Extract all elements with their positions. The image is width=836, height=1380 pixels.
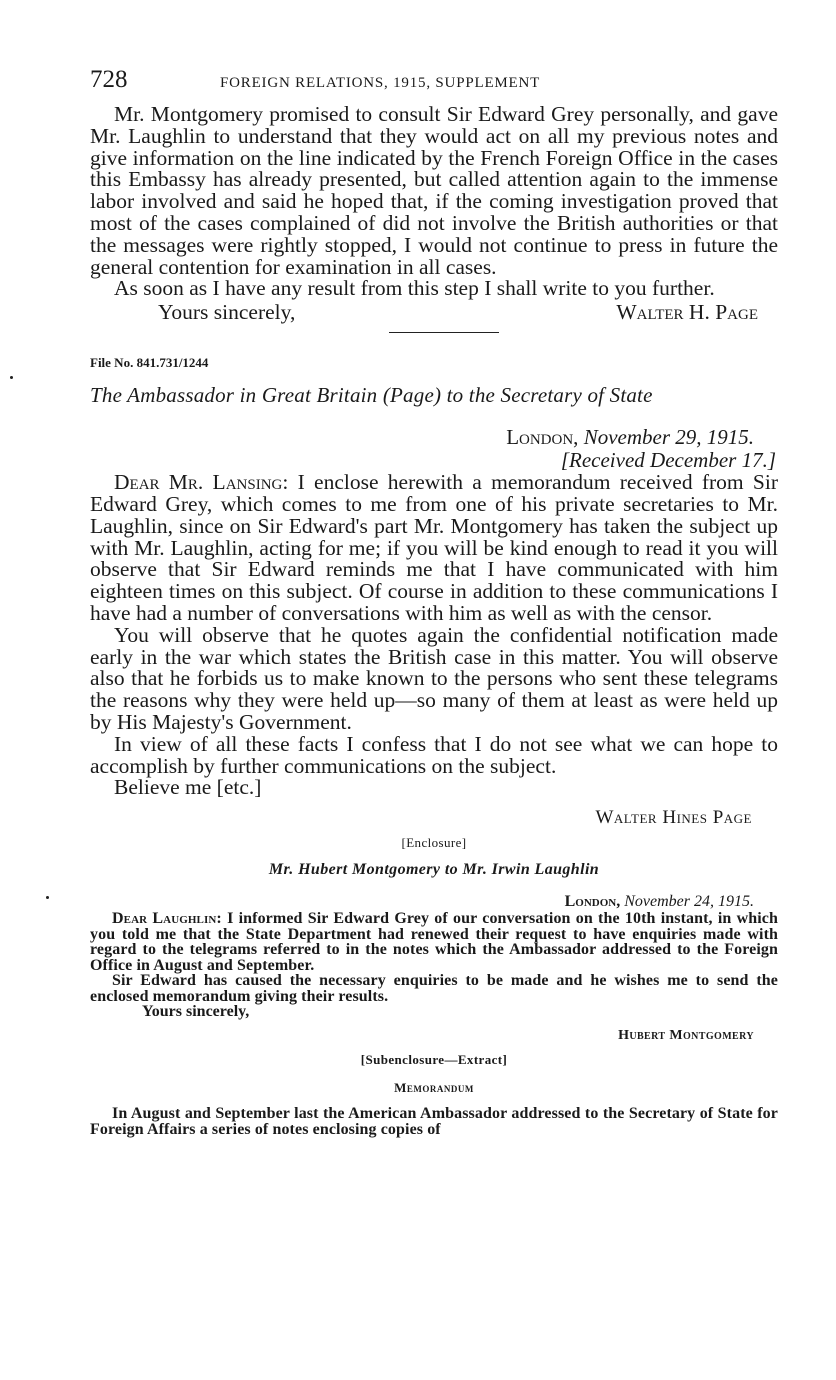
dateline bbox=[90, 426, 778, 472]
enclosure-signature: Hubert Montgomery bbox=[618, 1028, 754, 1044]
page-number: 728 bbox=[90, 66, 128, 93]
file-number: File No. 841.731/1244 bbox=[90, 355, 209, 371]
enclosure-paragraph2: Sir Edward has caused the necessary enquiries to be made and he wishes me to send the enclosed memorandum giving their results. bbox=[90, 972, 778, 1005]
enclosure-dateline bbox=[90, 893, 778, 911]
dateline-date: November 29, 1915. bbox=[583, 425, 754, 450]
letter2-closing: Believe me [etc.] bbox=[114, 775, 262, 800]
received-date: [Received December 17.] bbox=[560, 448, 776, 473]
running-header bbox=[90, 66, 778, 104]
letter1-paragraph1: Mr. Montgomery promised to consult Sir Edward Grey personally, and gave Mr. Laughlin to understand that they would act on all my previous notes and give information on the line indicated by the French Foreign Office in the cases this Embassy has already presented, but called attention again to the immense labor involved and said he hoped that, if the coming investigation proved that most of the cases complained of did not involve the British authorities or that the messages were rightly stopped, I would not continue to press in future the general contention for examination in all cases. bbox=[90, 102, 778, 279]
letter1-closing-line bbox=[90, 300, 778, 324]
letter1-closing: Yours sincerely, bbox=[158, 300, 296, 325]
running-title: FOREIGN RELATIONS, 1915, SUPPLEMENT bbox=[220, 75, 541, 91]
margin-mark bbox=[46, 896, 49, 899]
enclosure-label: [Enclosure] bbox=[401, 835, 467, 851]
document-heading: The Ambassador in Great Britain (Page) to the Secretary of State bbox=[90, 383, 653, 408]
enclosure-paragraph1 bbox=[90, 911, 778, 973]
enclosure-salutation: Dear Laughlin: bbox=[112, 910, 222, 928]
enclosure-dateline-date: November 24, 1915. bbox=[624, 893, 754, 911]
enclosure-heading: Mr. Hubert Montgomery to Mr. Irwin Laughlin bbox=[268, 861, 600, 879]
letter1-paragraph2: As soon as I have any result from this step I shall write to you further. bbox=[114, 276, 715, 301]
section-divider bbox=[389, 332, 499, 333]
memorandum-paragraph1: In August and September last the American Ambassador addressed to the Secretary of State for Foreign Affairs a series of notes enclosing copies of bbox=[90, 1105, 778, 1138]
subenclosure-label: [Subenclosure—Extract] bbox=[360, 1052, 508, 1068]
enclosure-closing: Yours sincerely, bbox=[142, 1003, 250, 1021]
page bbox=[90, 66, 778, 1137]
dateline-city: London, bbox=[506, 425, 579, 450]
memorandum-title: Memorandum bbox=[394, 1080, 474, 1096]
letter2-paragraph3: In view of all these facts I confess that I do not see what we can hope to accomplish by further communications on the subject. bbox=[90, 731, 778, 778]
letter2-salutation: Dear Mr. Lansing: bbox=[114, 470, 289, 495]
letter2-paragraph2: You will observe that he quotes again the confidential notification made early in the war which states the British case in this matter. You will observe also that he forbids us to make known to the persons who sent these telegrams the reasons why they were held up—so many of them at least as were held up by His Majesty's Government. bbox=[90, 622, 778, 734]
enclosure-paragraph1-text: I informed Sir Edward Grey of our conversation on the 10th instant, in which you told me that the State Department had renewed their request to have enquiries made with regard to the telegrams referred to in the notes which the Ambassador addressed to the Foreign Office in August and September. bbox=[90, 910, 779, 974]
letter2-signature: Walter Hines Page bbox=[595, 807, 752, 829]
letter1-signature: Walter H. Page bbox=[616, 300, 758, 325]
margin-mark bbox=[10, 376, 13, 379]
enclosure-dateline-city: London, bbox=[564, 893, 621, 911]
letter2-paragraph1 bbox=[90, 472, 778, 625]
letter2-paragraph1-text: I enclose herewith a memorandum received from Sir Edward Grey, which comes to me from one of his private secretaries to Mr. Laughlin, since on Sir Edward's part Mr. Montgomery has taken the subject up with Mr. Laughlin, acting for me; if you will be kind enough to read it you will observe that Sir Edward reminds me that I have communicated with him eighteen times on this subject. Of course in addition to these communications I have had a number of conversations with him as well as with the censor. bbox=[90, 470, 778, 625]
